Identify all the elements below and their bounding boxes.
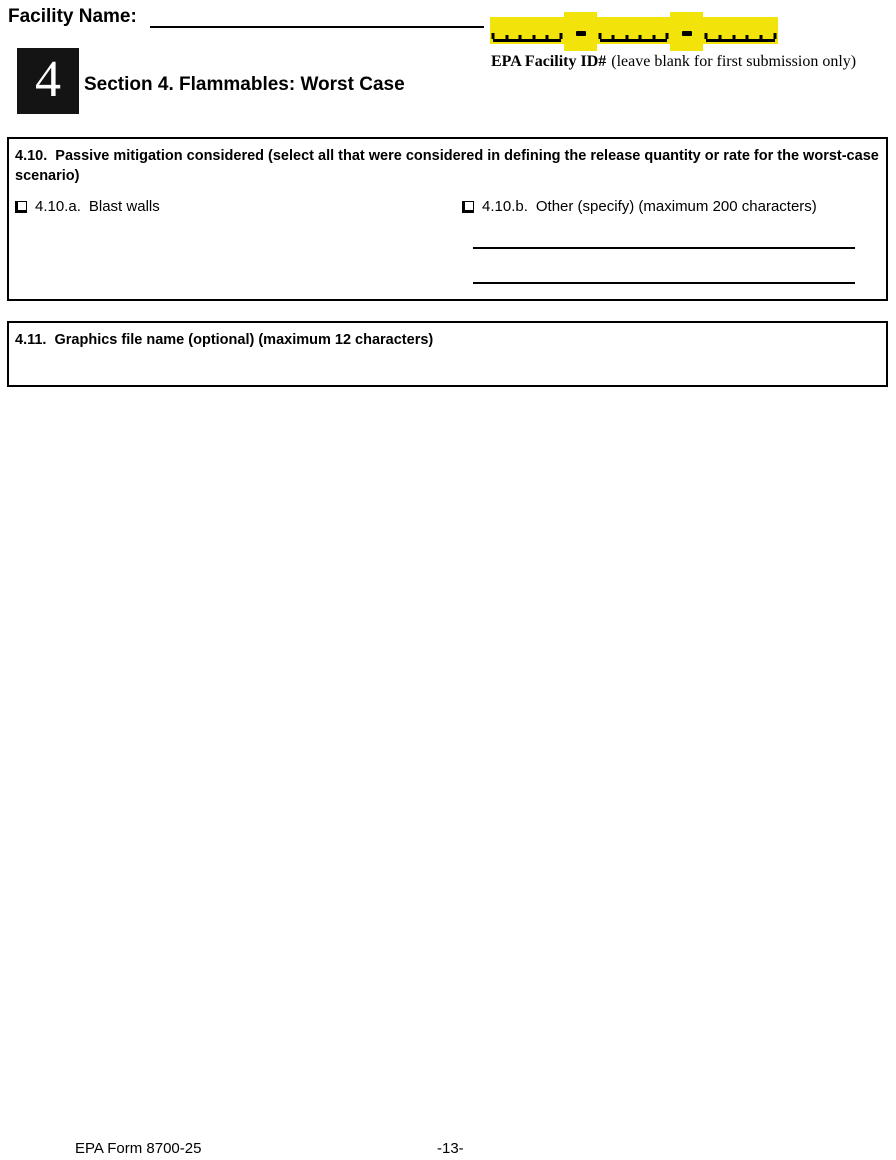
comb-baseline <box>493 39 561 42</box>
epa-id-comb-group[interactable] <box>490 17 564 44</box>
option-4-10-b-number: 4.10.b. <box>482 198 528 215</box>
comb-tick <box>732 35 735 39</box>
comb-tick <box>718 35 721 39</box>
question-4-11-box[interactable] <box>7 321 888 387</box>
footer-form-number: EPA Form 8700-25 <box>75 1140 202 1157</box>
dash-icon <box>682 31 692 36</box>
comb-baseline <box>600 39 667 42</box>
comb-tick <box>560 33 563 39</box>
comb-tick <box>505 35 508 39</box>
comb-tick <box>546 35 549 39</box>
comb-tick <box>652 35 655 39</box>
question-4-10-box <box>7 137 888 301</box>
epa-facility-id-note: (leave blank for first submission only) <box>611 53 857 70</box>
comb-tick <box>532 35 535 39</box>
comb-tick <box>705 33 708 39</box>
comb-tick <box>760 35 763 39</box>
facility-name-input-line[interactable] <box>150 26 484 28</box>
comb-tick <box>492 33 495 39</box>
checkbox-icon[interactable] <box>15 201 27 213</box>
epa-id-separator <box>564 12 597 51</box>
facility-name-label: Facility Name: <box>8 6 137 27</box>
checkbox-icon[interactable] <box>462 201 474 213</box>
comb-tick <box>774 33 777 39</box>
epa-facility-id-label: EPA Facility ID# <box>491 53 607 70</box>
comb-tick <box>625 35 628 39</box>
other-specify-write-line-1[interactable] <box>473 247 855 249</box>
epa-facility-id-field[interactable] <box>490 12 778 51</box>
section-number-badge: 4 <box>17 48 79 114</box>
comb-tick <box>612 35 615 39</box>
comb-tick <box>599 33 602 39</box>
option-4-10-a-number: 4.10.a. <box>35 198 81 215</box>
comb-tick <box>666 33 669 39</box>
other-specify-write-line-2[interactable] <box>473 282 855 284</box>
footer-page-number: -13- <box>437 1140 464 1157</box>
comb-baseline <box>706 39 775 42</box>
epa-id-comb-group[interactable] <box>597 17 670 44</box>
comb-tick <box>519 35 522 39</box>
comb-tick <box>746 35 749 39</box>
option-4-10-a-label: Blast walls <box>88 198 160 215</box>
comb-tick <box>639 35 642 39</box>
question-4-10-header: 4.10. Passive mitigation considered (select all that were considered in defining the release quantity or rate for the worst-case scenario) <box>15 148 883 184</box>
option-4-10-b[interactable] <box>462 198 817 215</box>
epa-id-comb-group[interactable] <box>703 17 778 44</box>
section-title: Section 4. Flammables: Worst Case <box>84 74 405 95</box>
question-4-11-header: 4.11. Graphics file name (optional) (maximum 12 characters) <box>15 332 434 348</box>
option-4-10-b-label: Other (specify) (maximum 200 characters) <box>535 198 817 215</box>
dash-icon <box>576 31 586 36</box>
epa-id-separator <box>670 12 703 51</box>
epa-facility-id-caption <box>491 53 856 71</box>
option-4-10-a[interactable] <box>15 198 160 215</box>
